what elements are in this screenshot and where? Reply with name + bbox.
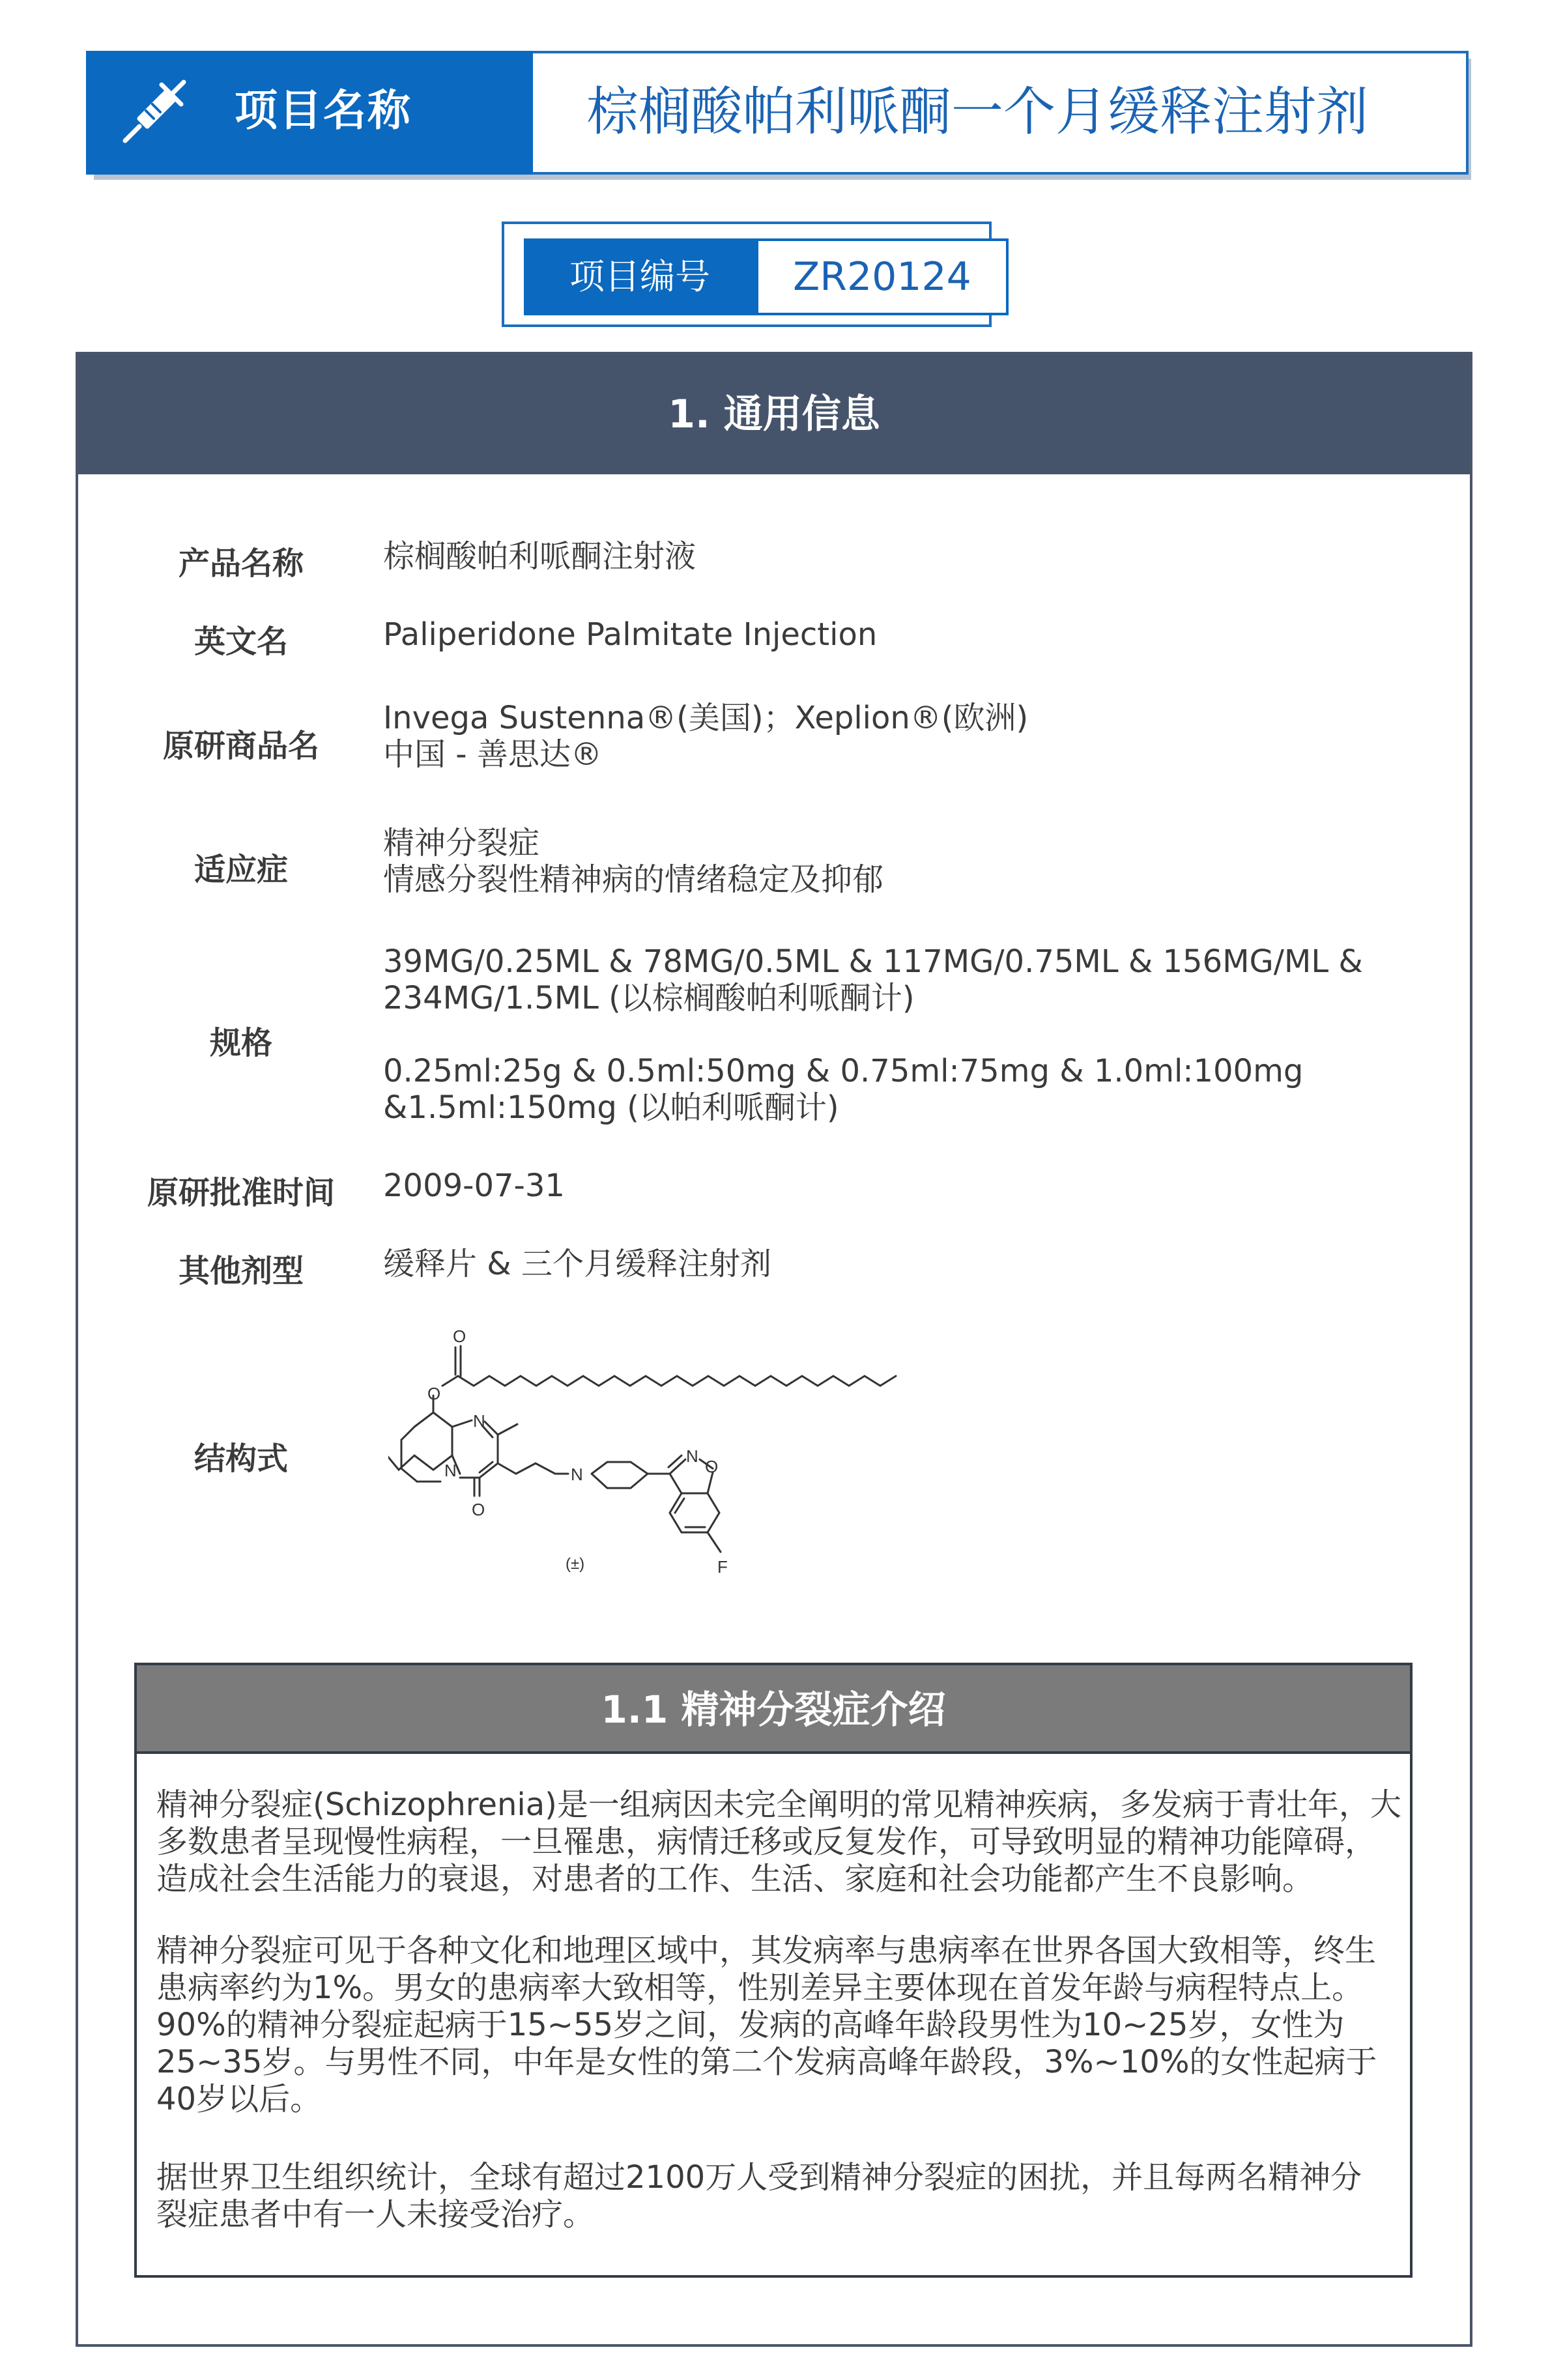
project-code-label: 项目编号: [524, 238, 756, 315]
english-name-line: Paliperidone Palmitate Injection: [383, 616, 878, 653]
paragraph-line: 患病率约为1%。男女的患病率大致相等，性别差异主要体现在首发年龄与病程特点上。: [156, 1970, 1364, 2006]
product-name-label: 产品名称: [178, 545, 304, 582]
specs-value: [383, 943, 1426, 1126]
atom-n-pip: N: [571, 1465, 583, 1484]
paragraph-line: 25~35岁。与男性不同，中年是女性的第二个发病高峰年龄段，3%~10%的女性起病于: [156, 2044, 1377, 2080]
paragraph-line: 精神分裂症可见于各种文化和地理区域中，其发病率与患病率在世界各国大致相等，终生: [156, 1932, 1377, 1969]
paragraph-line: 40岁以后。: [156, 2081, 322, 2117]
syringe-icon: [120, 77, 189, 146]
indications-line: 情感分裂性精神病的情绪稳定及抑郁: [383, 861, 884, 898]
atom-n-ring: N: [473, 1411, 485, 1431]
specs-line: 39MG/0.25ML & 78MG/0.5ML & 117MG/0.75ML & 156MG/ML &: [383, 943, 1363, 980]
atom-o-top: O: [453, 1326, 466, 1346]
atom-o-ester: O: [427, 1384, 441, 1403]
paragraph-line: 据世界卫生组织统计，全球有超过2100万人受到精神分裂症的困扰，并且每两名精神分: [156, 2159, 1362, 2196]
atom-f: F: [717, 1557, 728, 1577]
paragraph-2: [156, 1932, 1394, 2118]
general-info-heading: 1. 通用信息: [78, 354, 1470, 474]
specs-spacer: [383, 1016, 1426, 1053]
approval-date-line: 2009-07-31: [383, 1168, 565, 1204]
paragraph-line: 多数患者呈现慢性病程，一旦罹患，病情迁移或反复发作，可导致明显的精神功能障碍，: [156, 1824, 1377, 1860]
header-label: 项目名称: [235, 85, 412, 136]
specs-label: 规格: [209, 1025, 272, 1061]
atom-o-isox: O: [705, 1457, 719, 1476]
specs-line: 0.25ml:25g & 0.5ml:50mg & 0.75ml:75mg & 1.0ml:100mg: [383, 1053, 1304, 1089]
project-code-value: ZR20124: [793, 254, 971, 300]
product-name-value: [383, 538, 1426, 575]
brand-name-label: 原研商品名: [162, 728, 319, 764]
product-name-line: 棕榈酸帕利哌酮注射液: [383, 538, 696, 575]
schizophrenia-heading: 1.1 精神分裂症介绍: [137, 1665, 1410, 1754]
paragraph-1: [156, 1786, 1401, 1898]
english-name-label: 英文名: [194, 624, 288, 660]
paragraph-line: 造成社会生活能力的衰退，对患者的工作、生活、家庭和社会功能都产生不良影响。: [156, 1861, 1314, 1897]
paragraph-line: 90%的精神分裂症起病于15~55岁之间，发病的高峰年龄段男性为10~25岁，女性为: [156, 2007, 1345, 2043]
page-title: 棕榈酸帕利哌酮一个月缓释注射剂: [586, 81, 1368, 142]
atom-o-keto: O: [472, 1500, 485, 1519]
atom-n-isox: N: [686, 1446, 698, 1466]
atom-n-ring2: N: [444, 1461, 457, 1480]
other-forms-label: 其他剂型: [178, 1253, 304, 1289]
paragraph-line: 裂症患者中有一人未接受治疗。: [156, 2196, 595, 2233]
paragraph-3: [156, 2159, 1394, 2233]
other-forms-value: [383, 1246, 1426, 1282]
approval-date-value: [383, 1168, 1426, 1204]
specs-line: &1.5ml:150mg (以帕利哌酮计): [383, 1089, 839, 1126]
racemic-mark: (±): [566, 1555, 585, 1573]
approval-date-label: 原研批准时间: [147, 1175, 335, 1211]
brand-name-line: 中国 - 善思达®: [383, 736, 602, 773]
english-name-value: [383, 616, 1426, 653]
brand-name-value: [383, 700, 1426, 773]
indications-line: 精神分裂症: [383, 825, 540, 861]
brand-name-line: Invega Sustenna®(美国)；Xeplion®(欧洲): [383, 700, 1029, 736]
structural-formula: [388, 1323, 910, 1596]
indications-label: 适应症: [194, 852, 288, 888]
indications-value: [383, 825, 1426, 898]
paragraph-line: 精神分裂症(Schizophrenia)是一组病因未完全阐明的常见精神疾病，多发病于青壮年，大: [156, 1786, 1401, 1823]
structure-label: 结构式: [194, 1441, 288, 1477]
other-forms-line: 缓释片 & 三个月缓释注射剂: [383, 1246, 771, 1282]
specs-line: 234MG/1.5ML (以棕榈酸帕利哌酮计): [383, 980, 915, 1016]
